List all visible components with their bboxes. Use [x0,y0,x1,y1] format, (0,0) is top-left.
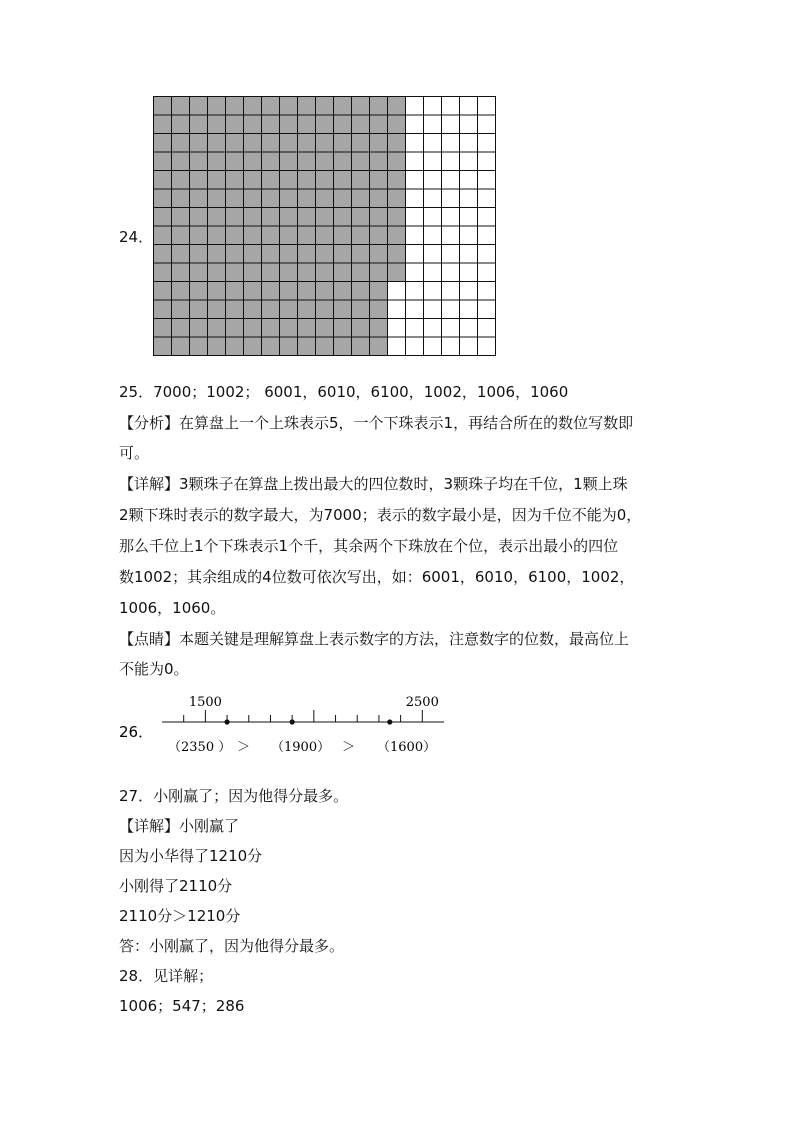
grid-cell [442,319,460,338]
grid-cell-shaded [316,115,334,134]
grid-cell-shaded [172,152,190,171]
grid-cell-shaded [244,263,262,282]
q27-detail: 【详解】小刚赢了 [119,817,240,835]
grid-cell-shaded [262,319,280,338]
grid-cell [442,337,460,356]
q25-comment-line-2: 不能为0。 [119,660,189,678]
grid-cell [424,319,442,338]
grid-cell-shaded [244,115,262,134]
grid-cell [406,337,424,356]
q25-analysis-line-2: 可。 [119,444,150,462]
grid-cell-shaded [154,152,172,171]
grid-cell [478,226,496,245]
grid-cell-shaded [226,245,244,264]
grid-cell-shaded [190,337,208,356]
grid-cell-shaded [370,263,388,282]
grid-cell [442,226,460,245]
grid-cell [478,208,496,227]
grid-cell-shaded [244,300,262,319]
grid-cell-shaded [334,115,352,134]
grid-cell-shaded [298,189,316,208]
grid-cell [406,319,424,338]
grid-cell-shaded [370,152,388,171]
grid-cell-shaded [352,282,370,301]
grid-cell-shaded [244,226,262,245]
grid-cell-shaded [316,337,334,356]
grid-cell-shaded [244,134,262,153]
grid-cell-shaded [388,171,406,190]
grid-cell-shaded [154,208,172,227]
grid-cell [460,319,478,338]
grid-cell-shaded [316,300,334,319]
grid-cell-shaded [334,263,352,282]
grid-cell-shaded [334,245,352,264]
q27-line-4: 答：小刚赢了，因为他得分最多。 [119,937,345,955]
grid-cell [406,263,424,282]
q25-detail-line-4: 数1002；其余组成的4位数可依次写出，如：6001，6010，6100，1002， [119,568,635,586]
grid-cell-shaded [334,282,352,301]
grid-cell [424,97,442,116]
grid-cell [442,189,460,208]
grid-cell-shaded [316,208,334,227]
grid-cell-shaded [208,245,226,264]
grid-cell-shaded [352,226,370,245]
grid-cell [442,171,460,190]
grid-cell [388,282,406,301]
q28-answer: 28．见详解； [119,967,214,985]
grid-cell [388,319,406,338]
grid-cell-shaded [352,189,370,208]
grid-cell-shaded [262,282,280,301]
grid-cell [424,208,442,227]
grid-cell-shaded [154,300,172,319]
grid-cell-shaded [370,319,388,338]
grid-cell-shaded [280,300,298,319]
grid-cell-shaded [334,134,352,153]
grid-cell [424,263,442,282]
grid-cell [442,115,460,134]
grid-cell-shaded [226,263,244,282]
grid-cell-shaded [370,171,388,190]
grid-cell [460,115,478,134]
grid-cell-shaded [262,97,280,116]
grid-cell-shaded [388,226,406,245]
q26-greater-than-1: ＞ [237,740,251,755]
grid-cell-shaded [334,152,352,171]
grid-cell-shaded [226,300,244,319]
grid-cell [388,300,406,319]
grid-cell-shaded [208,152,226,171]
grid-cell-shaded [316,152,334,171]
grid-cell [424,337,442,356]
grid-cell-shaded [226,152,244,171]
q28-values: 1006；547；286 [119,997,245,1015]
q27-line-3: 2110分＞1210分 [119,907,241,925]
grid-cell-shaded [226,319,244,338]
grid-cell [406,97,424,116]
grid-cell-shaded [190,208,208,227]
grid-cell-shaded [226,282,244,301]
grid-cell-shaded [316,226,334,245]
grid-cell [460,208,478,227]
grid-cell-shaded [316,97,334,116]
grid-cell-shaded [244,189,262,208]
grid-cell-shaded [334,171,352,190]
grid-cell-shaded [208,97,226,116]
grid-cell-shaded [190,245,208,264]
q25-analysis-line-1: 【分析】在算盘上一个上珠表示5，一个下珠表示1，再结合所在的数位写数即 [119,414,634,432]
grid-cell [478,189,496,208]
q26-number: 26． [119,723,154,741]
grid-cell-shaded [190,115,208,134]
q25-answer: 25．7000；1002； 6001，6010，6100，1002，1006，1060 [119,383,569,401]
grid-cell-shaded [190,319,208,338]
grid-cell-shaded [172,134,190,153]
grid-cell-shaded [154,337,172,356]
grid-cell [442,245,460,264]
grid-cell-shaded [388,263,406,282]
grid-cell-shaded [352,319,370,338]
grid-cell-shaded [316,171,334,190]
grid-cell-shaded [226,226,244,245]
grid-cell-shaded [208,134,226,153]
grid-cell-shaded [352,337,370,356]
grid-cell [478,337,496,356]
grid-cell [478,263,496,282]
grid-cell-shaded [298,208,316,227]
q26-answer-3: （1600） [377,740,437,755]
grid-cell [406,152,424,171]
grid-cell [478,171,496,190]
grid-cell-shaded [334,337,352,356]
grid-cell-shaded [244,245,262,264]
grid-cell [406,208,424,227]
grid-cell-shaded [370,282,388,301]
grid-cell-shaded [172,245,190,264]
grid-cell-shaded [172,263,190,282]
grid-cell-shaded [190,300,208,319]
grid-cell [478,134,496,153]
grid-cell-shaded [172,208,190,227]
grid-cell [460,337,478,356]
number-line-point [387,719,392,724]
grid-cell-shaded [208,171,226,190]
grid-cell-shaded [280,97,298,116]
q25-detail-line-2: 2颗下珠时表示的数字最大，为7000；表示的数字最小是，因为千位不能为0， [119,506,642,524]
grid-cell-shaded [316,245,334,264]
grid-cell-shaded [262,152,280,171]
grid-cell [442,208,460,227]
grid-cell-shaded [190,263,208,282]
grid-cell-shaded [280,134,298,153]
grid-cell [478,300,496,319]
grid-cell-shaded [280,208,298,227]
q27-line-2: 小刚得了2110分 [119,877,233,895]
grid-cell-shaded [388,134,406,153]
grid-cell-shaded [352,115,370,134]
grid-cell-shaded [334,319,352,338]
grid-cell [460,134,478,153]
grid-cell-shaded [172,171,190,190]
grid-cell-shaded [334,300,352,319]
grid-cell-shaded [298,282,316,301]
grid-cell-shaded [298,337,316,356]
grid-cell-shaded [190,226,208,245]
grid-cell-shaded [352,263,370,282]
grid-cell-shaded [388,245,406,264]
number-line-point [224,719,229,724]
grid-cell-shaded [352,152,370,171]
grid-cell-shaded [208,319,226,338]
grid-cell-shaded [280,337,298,356]
grid-cell [460,263,478,282]
grid-cell [406,282,424,301]
grid-cell-shaded [190,282,208,301]
q27-answer: 27．小刚赢了；因为他得分最多。 [119,787,349,805]
grid-cell-shaded [208,189,226,208]
grid-cell-shaded [190,134,208,153]
grid-cell [406,189,424,208]
grid-cell-shaded [388,97,406,116]
grid-cell-shaded [334,97,352,116]
grid-cell [442,282,460,301]
grid-cell-shaded [154,97,172,116]
grid-cell [442,263,460,282]
grid-cell-shaded [280,319,298,338]
grid-cell [424,115,442,134]
grid-cell-shaded [262,134,280,153]
q27-line-1: 因为小华得了1210分 [119,847,263,865]
grid-cell-shaded [352,171,370,190]
grid-cell-shaded [190,171,208,190]
grid-cell-shaded [244,337,262,356]
grid-cell [460,171,478,190]
grid-cell-shaded [280,115,298,134]
grid-cell-shaded [280,152,298,171]
grid-cell-shaded [262,115,280,134]
grid-cell [406,300,424,319]
grid-cell-shaded [388,115,406,134]
grid-cell-shaded [316,189,334,208]
grid-cell-shaded [208,300,226,319]
grid-cell-shaded [298,319,316,338]
grid-cell-shaded [226,171,244,190]
grid-cell-shaded [262,300,280,319]
grid-cell-shaded [172,226,190,245]
grid-cell [460,282,478,301]
grid-cell-shaded [208,226,226,245]
grid-cell [442,97,460,116]
grid-cell [478,282,496,301]
grid-cell-shaded [280,171,298,190]
grid-cell-shaded [352,134,370,153]
grid-cell-shaded [262,171,280,190]
grid-cell-shaded [262,245,280,264]
q26-answer-2: （1900） [271,740,331,755]
grid-cell-shaded [244,97,262,116]
grid-cell [460,245,478,264]
grid-cell-shaded [208,282,226,301]
grid-cell [478,319,496,338]
grid-cell [460,226,478,245]
grid-cell [424,282,442,301]
grid-cell [424,245,442,264]
grid-cell-shaded [244,152,262,171]
grid-cell-shaded [226,115,244,134]
grid-cell-shaded [244,171,262,190]
grid-cell-shaded [208,263,226,282]
grid-cell-shaded [370,189,388,208]
q26-label-1500: 1500 [188,695,222,710]
grid-cell-shaded [208,337,226,356]
grid-cell-shaded [244,282,262,301]
grid-cell-shaded [370,226,388,245]
grid-cell [406,171,424,190]
grid-cell-shaded [226,337,244,356]
grid-cell-shaded [208,208,226,227]
grid-cell-shaded [226,208,244,227]
grid-cell-shaded [370,337,388,356]
grid-cell-shaded [298,134,316,153]
grid-cell [424,189,442,208]
q25-detail-line-5: 1006，1060。 [119,599,226,617]
grid-cell-shaded [262,189,280,208]
grid-cell-shaded [298,171,316,190]
grid-cell-shaded [208,115,226,134]
grid-cell-shaded [370,134,388,153]
grid-cell-shaded [280,245,298,264]
q24-number: 24． [119,228,154,246]
grid-cell-shaded [298,152,316,171]
grid-cell [478,245,496,264]
grid-cell-shaded [298,115,316,134]
grid-cell [442,134,460,153]
grid-cell-shaded [352,245,370,264]
grid-cell [478,97,496,116]
q26-number-line [119,690,459,760]
grid-cell-shaded [352,208,370,227]
grid-cell-shaded [172,300,190,319]
q25-comment-line-1: 【点睛】本题关键是理解算盘上表示数字的方法，注意数字的位数，最高位上 [119,630,630,648]
grid-cell-shaded [316,134,334,153]
grid-cell-shaded [370,115,388,134]
grid-cell-shaded [298,97,316,116]
grid-cell-shaded [334,189,352,208]
grid-cell [406,226,424,245]
grid-cell [460,300,478,319]
grid-cell [424,134,442,153]
grid-cell-shaded [154,319,172,338]
grid-cell [424,152,442,171]
grid-cell-shaded [370,97,388,116]
grid-cell-shaded [262,263,280,282]
grid-cell-shaded [334,208,352,227]
grid-cell-shaded [172,319,190,338]
grid-cell [406,245,424,264]
grid-cell-shaded [280,226,298,245]
grid-cell-shaded [280,189,298,208]
grid-cell [460,97,478,116]
grid-cell [442,152,460,171]
grid-cell [460,152,478,171]
grid-cell-shaded [316,319,334,338]
q26-greater-than-2: ＞ [342,740,356,755]
grid-cell-shaded [316,263,334,282]
grid-cell-shaded [280,282,298,301]
grid-cell-shaded [154,226,172,245]
grid-cell-shaded [226,189,244,208]
q26-label-2500: 2500 [405,695,439,710]
grid-cell-shaded [154,115,172,134]
grid-cell [406,134,424,153]
grid-cell-shaded [334,226,352,245]
grid-cell-shaded [244,208,262,227]
grid-cell-shaded [352,300,370,319]
grid-cell [388,337,406,356]
grid-cell-shaded [370,300,388,319]
grid-cell-shaded [298,300,316,319]
grid-cell-shaded [172,189,190,208]
grid-cell-shaded [262,226,280,245]
grid-cell [424,300,442,319]
grid-cell-shaded [352,97,370,116]
grid-cell [478,115,496,134]
grid-cell-shaded [190,152,208,171]
grid-cell-shaded [172,282,190,301]
q25-detail-line-1: 【详解】3颗珠子在算盘上拨出最大的四位数时，3颗珠子均在千位，1颗上珠 [119,475,628,493]
grid-cell-shaded [388,189,406,208]
grid-cell-shaded [172,337,190,356]
grid-cell [424,226,442,245]
grid-cell [406,115,424,134]
grid-cell-shaded [370,245,388,264]
grid-cell-shaded [154,245,172,264]
grid-cell-shaded [298,245,316,264]
grid-cell-shaded [154,134,172,153]
grid-cell-shaded [172,115,190,134]
grid-cell-shaded [154,171,172,190]
grid-cell-shaded [370,208,388,227]
grid-cell-shaded [262,337,280,356]
grid-cell [424,171,442,190]
grid-cell-shaded [190,189,208,208]
grid-cell-shaded [190,97,208,116]
grid-cell-shaded [316,282,334,301]
grid-cell-shaded [298,226,316,245]
grid-cell [478,152,496,171]
grid-cell-shaded [388,208,406,227]
grid-cell-shaded [280,263,298,282]
q26-axis [162,710,444,725]
grid-cell-shaded [244,319,262,338]
grid-cell-shaded [226,97,244,116]
grid-cell-shaded [262,208,280,227]
grid-cell-shaded [154,263,172,282]
grid-cell-shaded [154,189,172,208]
q26-answer-1: （2350 ） [168,740,232,755]
grid-cell-shaded [154,282,172,301]
grid-cell-shaded [172,97,190,116]
number-line-point [290,719,295,724]
grid-cell-shaded [226,134,244,153]
grid-cell-shaded [388,152,406,171]
q25-detail-line-3: 那么千位上1个下珠表示1个千，其余两个下珠放在个位，表示出最小的四位 [119,537,619,555]
q24-hundred-grid [153,96,499,358]
grid-cell [442,300,460,319]
grid-cell-shaded [298,263,316,282]
grid-cell [460,189,478,208]
